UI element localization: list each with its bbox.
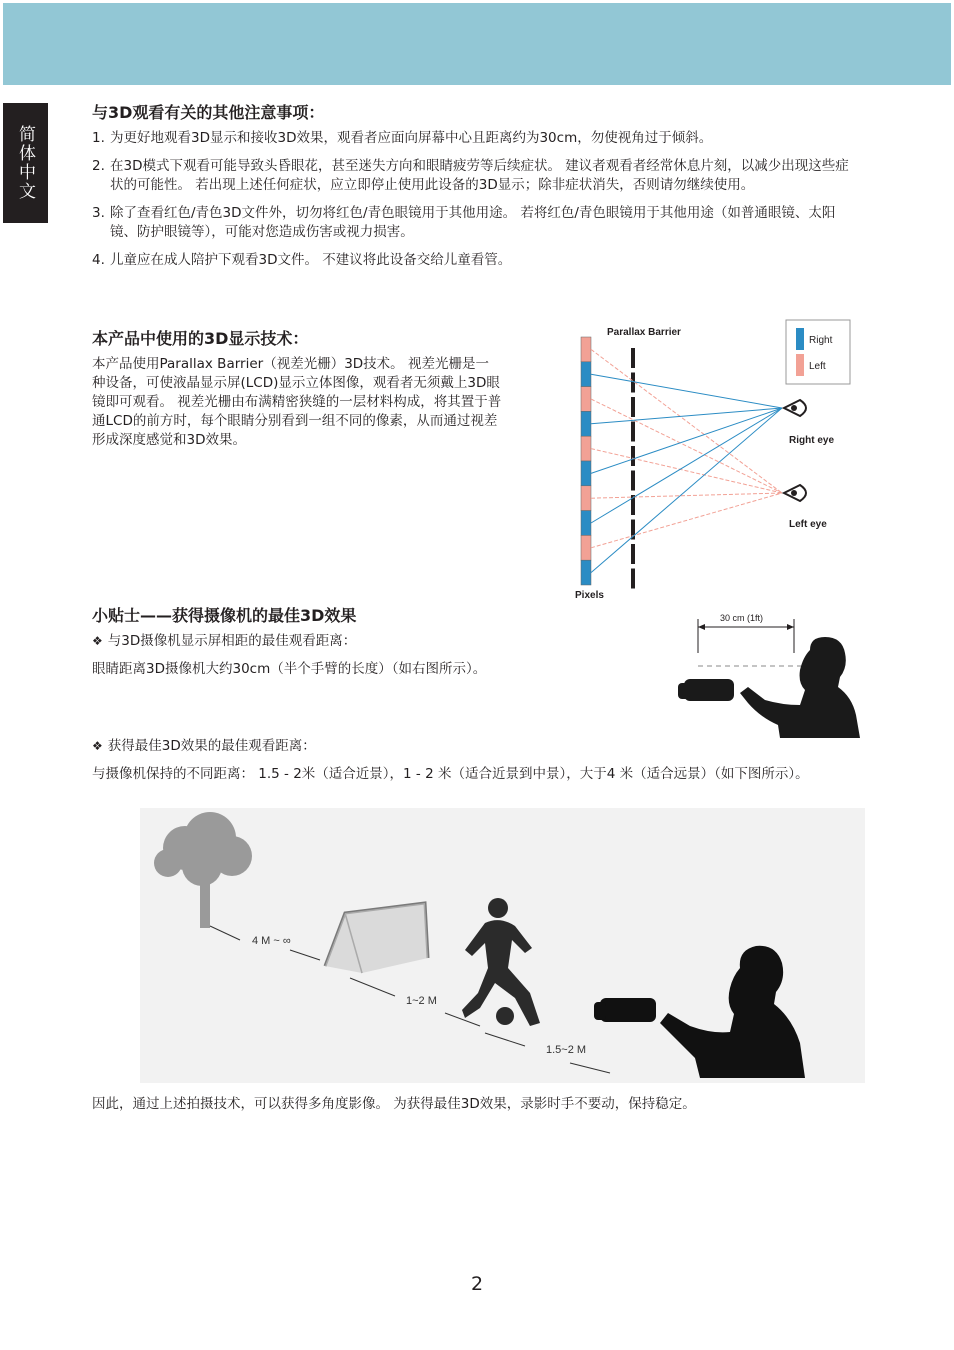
light-ray bbox=[591, 449, 782, 493]
barrier-label: Parallax Barrier bbox=[607, 327, 681, 338]
light-ray bbox=[591, 408, 782, 424]
barrier-slit bbox=[631, 397, 635, 417]
camcorder-icon bbox=[678, 679, 734, 701]
diamond-bullet-icon: ❖ bbox=[92, 634, 103, 648]
section2-title: 本产品中使用的3D显示技术： bbox=[92, 329, 309, 348]
light-ray bbox=[591, 408, 782, 473]
list-item: 4. 儿童应在成人陪护下观看3D文件。 不建议将此设备交给儿童看管。 bbox=[92, 252, 512, 268]
pixels-label: Pixels bbox=[575, 590, 604, 601]
left-eye-icon bbox=[784, 485, 806, 501]
legend-left-label: Left bbox=[809, 361, 826, 372]
pixel-cell bbox=[581, 535, 591, 560]
person-silhouette-icon bbox=[740, 637, 860, 738]
barrier-slit bbox=[631, 422, 635, 442]
right-eye-label: Right eye bbox=[789, 435, 835, 446]
section3-title: 小贴士——获得摄像机的最佳3D效果 bbox=[92, 606, 357, 625]
page-number: 2 bbox=[470, 1273, 484, 1295]
pixel-column bbox=[581, 337, 591, 585]
barrier-slit bbox=[631, 446, 635, 466]
conclusion-text: 因此，通过上述拍摄技术，可以获得多角度影像。 为获得最佳3D效果，录影时手不要动，保持稳定。 bbox=[92, 1096, 696, 1112]
language-tab: 简体中文 bbox=[3, 103, 48, 223]
far-distance-label: 4 M ~ ∞ bbox=[252, 935, 291, 947]
light-ray bbox=[591, 399, 782, 493]
pixel-cell bbox=[581, 511, 591, 536]
pixel-cell bbox=[581, 560, 591, 585]
pixel-cell bbox=[581, 387, 591, 412]
light-ray bbox=[591, 408, 782, 523]
shooting-distance-illustration bbox=[140, 808, 865, 1083]
section1-title: 与3D观看有关的其他注意事项： bbox=[92, 103, 325, 122]
barrier-slit bbox=[631, 471, 635, 491]
pixel-cell bbox=[581, 436, 591, 461]
tip-line-2: 与摄像机保持的不同距离： 1.5 - 2米（适合近景），1 - 2 米（适合近景到中景），大于4 米（适合远景）（如下图所示）。 bbox=[92, 766, 809, 782]
tip-bullet-1: ❖ 与3D摄像机显示屏相距的最佳观看距离： bbox=[92, 633, 357, 649]
pixel-cell bbox=[581, 411, 591, 436]
legend-right-label: Right bbox=[809, 335, 833, 346]
precautions-list bbox=[92, 129, 862, 279]
parallax-description: 本产品使用Parallax Barrier（视差光栅）3D技术。 视差光栅是一种设备，可使液晶显示屏(LCD)显示立体图像，观看者无须戴上3D眼镜即可观看。 视差光栅由布满精密狭缝的一层材料构成，将其置于普通LCD的前方时，每个眼睛分别看到一组不同的像素，从而通过视差形成深度感觉和3D效果。 bbox=[92, 356, 502, 448]
near-distance-label: 1.5~2 M bbox=[546, 1044, 587, 1056]
pixel-cell bbox=[581, 337, 591, 362]
pixel-cell bbox=[581, 362, 591, 387]
right-eye-icon bbox=[784, 400, 806, 416]
barrier-column bbox=[631, 348, 635, 589]
distance-label: 30 cm (1ft) bbox=[720, 613, 764, 623]
diamond-bullet-icon: ❖ bbox=[92, 739, 103, 753]
diagram-legend bbox=[786, 320, 850, 384]
list-item: 2. 在3D模式下观看可能导致头昏眼花，甚至迷失方向和眼睛疲劳等后续症状。 建议者观看者经常休息片刻，以减少出现这些症状的可能性。 若出现上述任何症状，应立即停止使用此设备的3D显示；除非症状消失，否则请勿继续使用。 bbox=[92, 158, 849, 193]
list-item: 1. 为更好地观看3D显示和接收3D效果，观看者应面向屏幕中心且距离约为30cm，勿使视角过于倾斜。 bbox=[92, 130, 713, 146]
light-ray bbox=[591, 493, 782, 548]
parallax-barrier-diagram bbox=[570, 318, 860, 603]
legend-right-swatch bbox=[796, 328, 804, 350]
light-rays bbox=[591, 349, 782, 572]
pixel-cell bbox=[581, 486, 591, 511]
tip-bullet-2: ❖ 获得最佳3D效果的最佳观看距离： bbox=[92, 738, 316, 754]
left-eye-label: Left eye bbox=[789, 519, 827, 530]
barrier-slit bbox=[631, 569, 635, 589]
mid-distance-label: 1~2 M bbox=[406, 995, 437, 1007]
legend-left-swatch bbox=[796, 354, 804, 376]
light-ray bbox=[591, 374, 782, 408]
barrier-slit bbox=[631, 348, 635, 368]
pixel-cell bbox=[581, 461, 591, 486]
list-item: 3. 除了查看红色/青色3D文件外，切勿将红色/青色眼镜用于其他用途。 若将红色/青色眼镜用于其他用途（如普通眼镜、太阳镜、防护眼镜等），可能对您造成伤害或视力损害。 bbox=[92, 205, 836, 240]
viewing-distance-illustration bbox=[670, 605, 870, 745]
light-ray bbox=[591, 408, 782, 573]
light-ray bbox=[591, 493, 782, 498]
tip-line-1: 眼睛距离3D摄像机大约30cm（半个手臂的长度）（如右图所示）。 bbox=[92, 661, 487, 677]
header-band bbox=[3, 3, 951, 85]
barrier-slit bbox=[631, 544, 635, 564]
